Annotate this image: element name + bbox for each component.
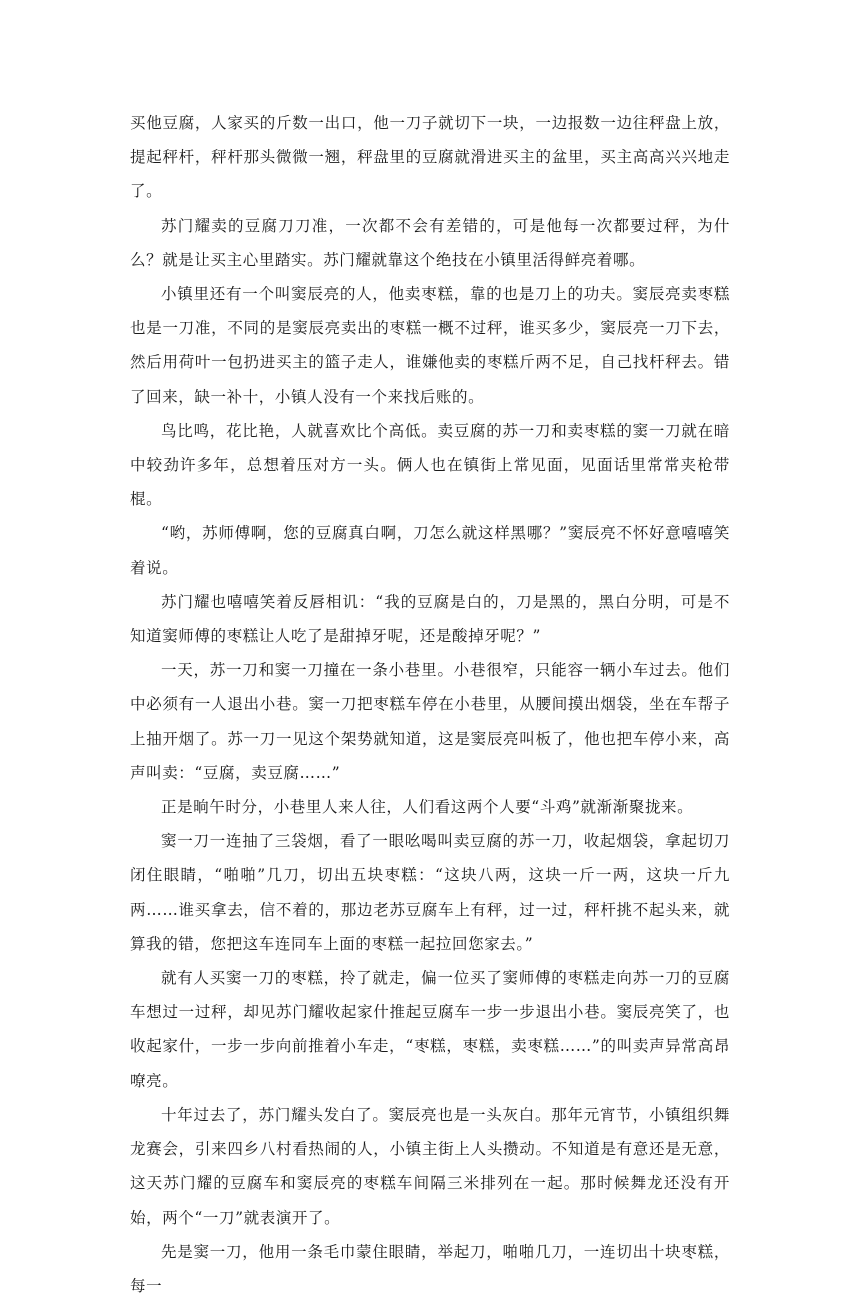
paragraph-6: 苏门耀也嘻嘻笑着反唇相讥：“我的豆腐是白的，刀是黑的，黑白分明，可是不知道窦师傅的枣糕让人吃了是甜掉牙呢，还是酸掉牙呢？” — [130, 592, 730, 646]
paragraph-7: 一天，苏一刀和窦一刀撞在一条小巷里。小巷很窄，只能容一辆小车过去。他们中必须有一人退出小巷。窦一刀把枣糕车停在小巷里，从腰间摸出烟袋，坐在车帮子上抽开烟了。苏一刀一见这个架势就知道，这是窦辰亮叫板了，他也把车停小来，高声叫卖：“豆腐，卖豆腐……” — [130, 661, 730, 782]
story-text — [130, 106, 730, 1303]
paragraph-2: 苏门耀卖的豆腐刀刀准，一次都不会有差错的，可是他每一次都要过秤，为什么？就是让买主心里踏实。苏门耀就靠这个绝技在小镇里活得鲜亮着哪。 — [130, 216, 730, 269]
paragraph-9: 窦一刀一连抽了三袋烟，看了一眼吆喝叫卖豆腐的苏一刀，收起烟袋，拿起切刀闭住眼睛，“啪啪”几刀，切出五块枣糕：“这块八两，这块一斤一两，这块一斤九两……谁买拿去，信不着的，那边老苏豆腐车上有秤，过一过，秤杆挑不起头来，就算我的错，您把这车连同车上面的枣糕一起拉回您家去。” — [130, 832, 730, 953]
paragraph-5: “哟，苏师傅啊，您的豆腐真白啊，刀怎么就这样黑哪？”窦辰亮不怀好意嘻嘻笑着说。 — [130, 524, 730, 577]
paragraph-1: 买他豆腐，人家买的斤数一出口，他一刀子就切下一块，一边报数一边往秤盘上放，提起秤杆，秤杆那头微微一翘，秤盘里的豆腐就滑进买主的盆里，买主高高兴兴地走了。 — [130, 114, 730, 201]
paragraph-10: 就有人买窦一刀的枣糕，拎了就走，偏一位买了窦师傅的枣糕走向苏一刀的豆腐车想过一过秤，却见苏门耀收起家什推起豆腐车一步一步退出小巷。窦辰亮笑了，也收起家什，一步一步向前推着小车走，“枣糕，枣糕，卖枣糕……”的叫卖声异常高昂嘹亮。 — [130, 969, 730, 1090]
paragraph-4: 鸟比鸣，花比艳，人就喜欢比个高低。卖豆腐的苏一刀和卖枣糕的窦一刀就在暗中较劲许多年，总想着压对方一头。俩人也在镇街上常见面，见面话里常常夹枪带棍。 — [130, 421, 730, 509]
paragraph-11: 十年过去了，苏门耀头发白了。窦辰亮也是一头灰白。那年元宵节，小镇组织舞龙赛会，引来四乡八村看热闹的人，小镇主街上人头攒动。不知道是有意还是无意，这天苏门耀的豆腐车和窦辰亮的枣糕车间隔三米排列在一起。那时候舞龙还没有开始，两个“一刀”就表演开了。 — [130, 1105, 730, 1227]
paragraph-8: 正是晌午时分，小巷里人来人往，人们看这两个人要“斗鸡”就渐渐聚拢来。 — [161, 798, 694, 817]
paragraph-3: 小镇里还有一个叫窦辰亮的人，他卖枣糕，靠的也是刀上的功夫。窦辰亮卖枣糕也是一刀准，不同的是窦辰亮卖出的枣糕一概不过秤，谁买多少，窦辰亮一刀下去，然后用荷叶一包扔进买主的篮子走人，谁嫌他卖的枣糕斤两不足，自己找杆秤去。错了回来，缺一补十，小镇人没有一个来找后账的。 — [130, 285, 730, 406]
paragraph-12: 先是窦一刀，他用一条毛巾蒙住眼睛，举起刀，啪啪几刀，一连切出十块枣糕，每一 — [130, 1242, 730, 1295]
